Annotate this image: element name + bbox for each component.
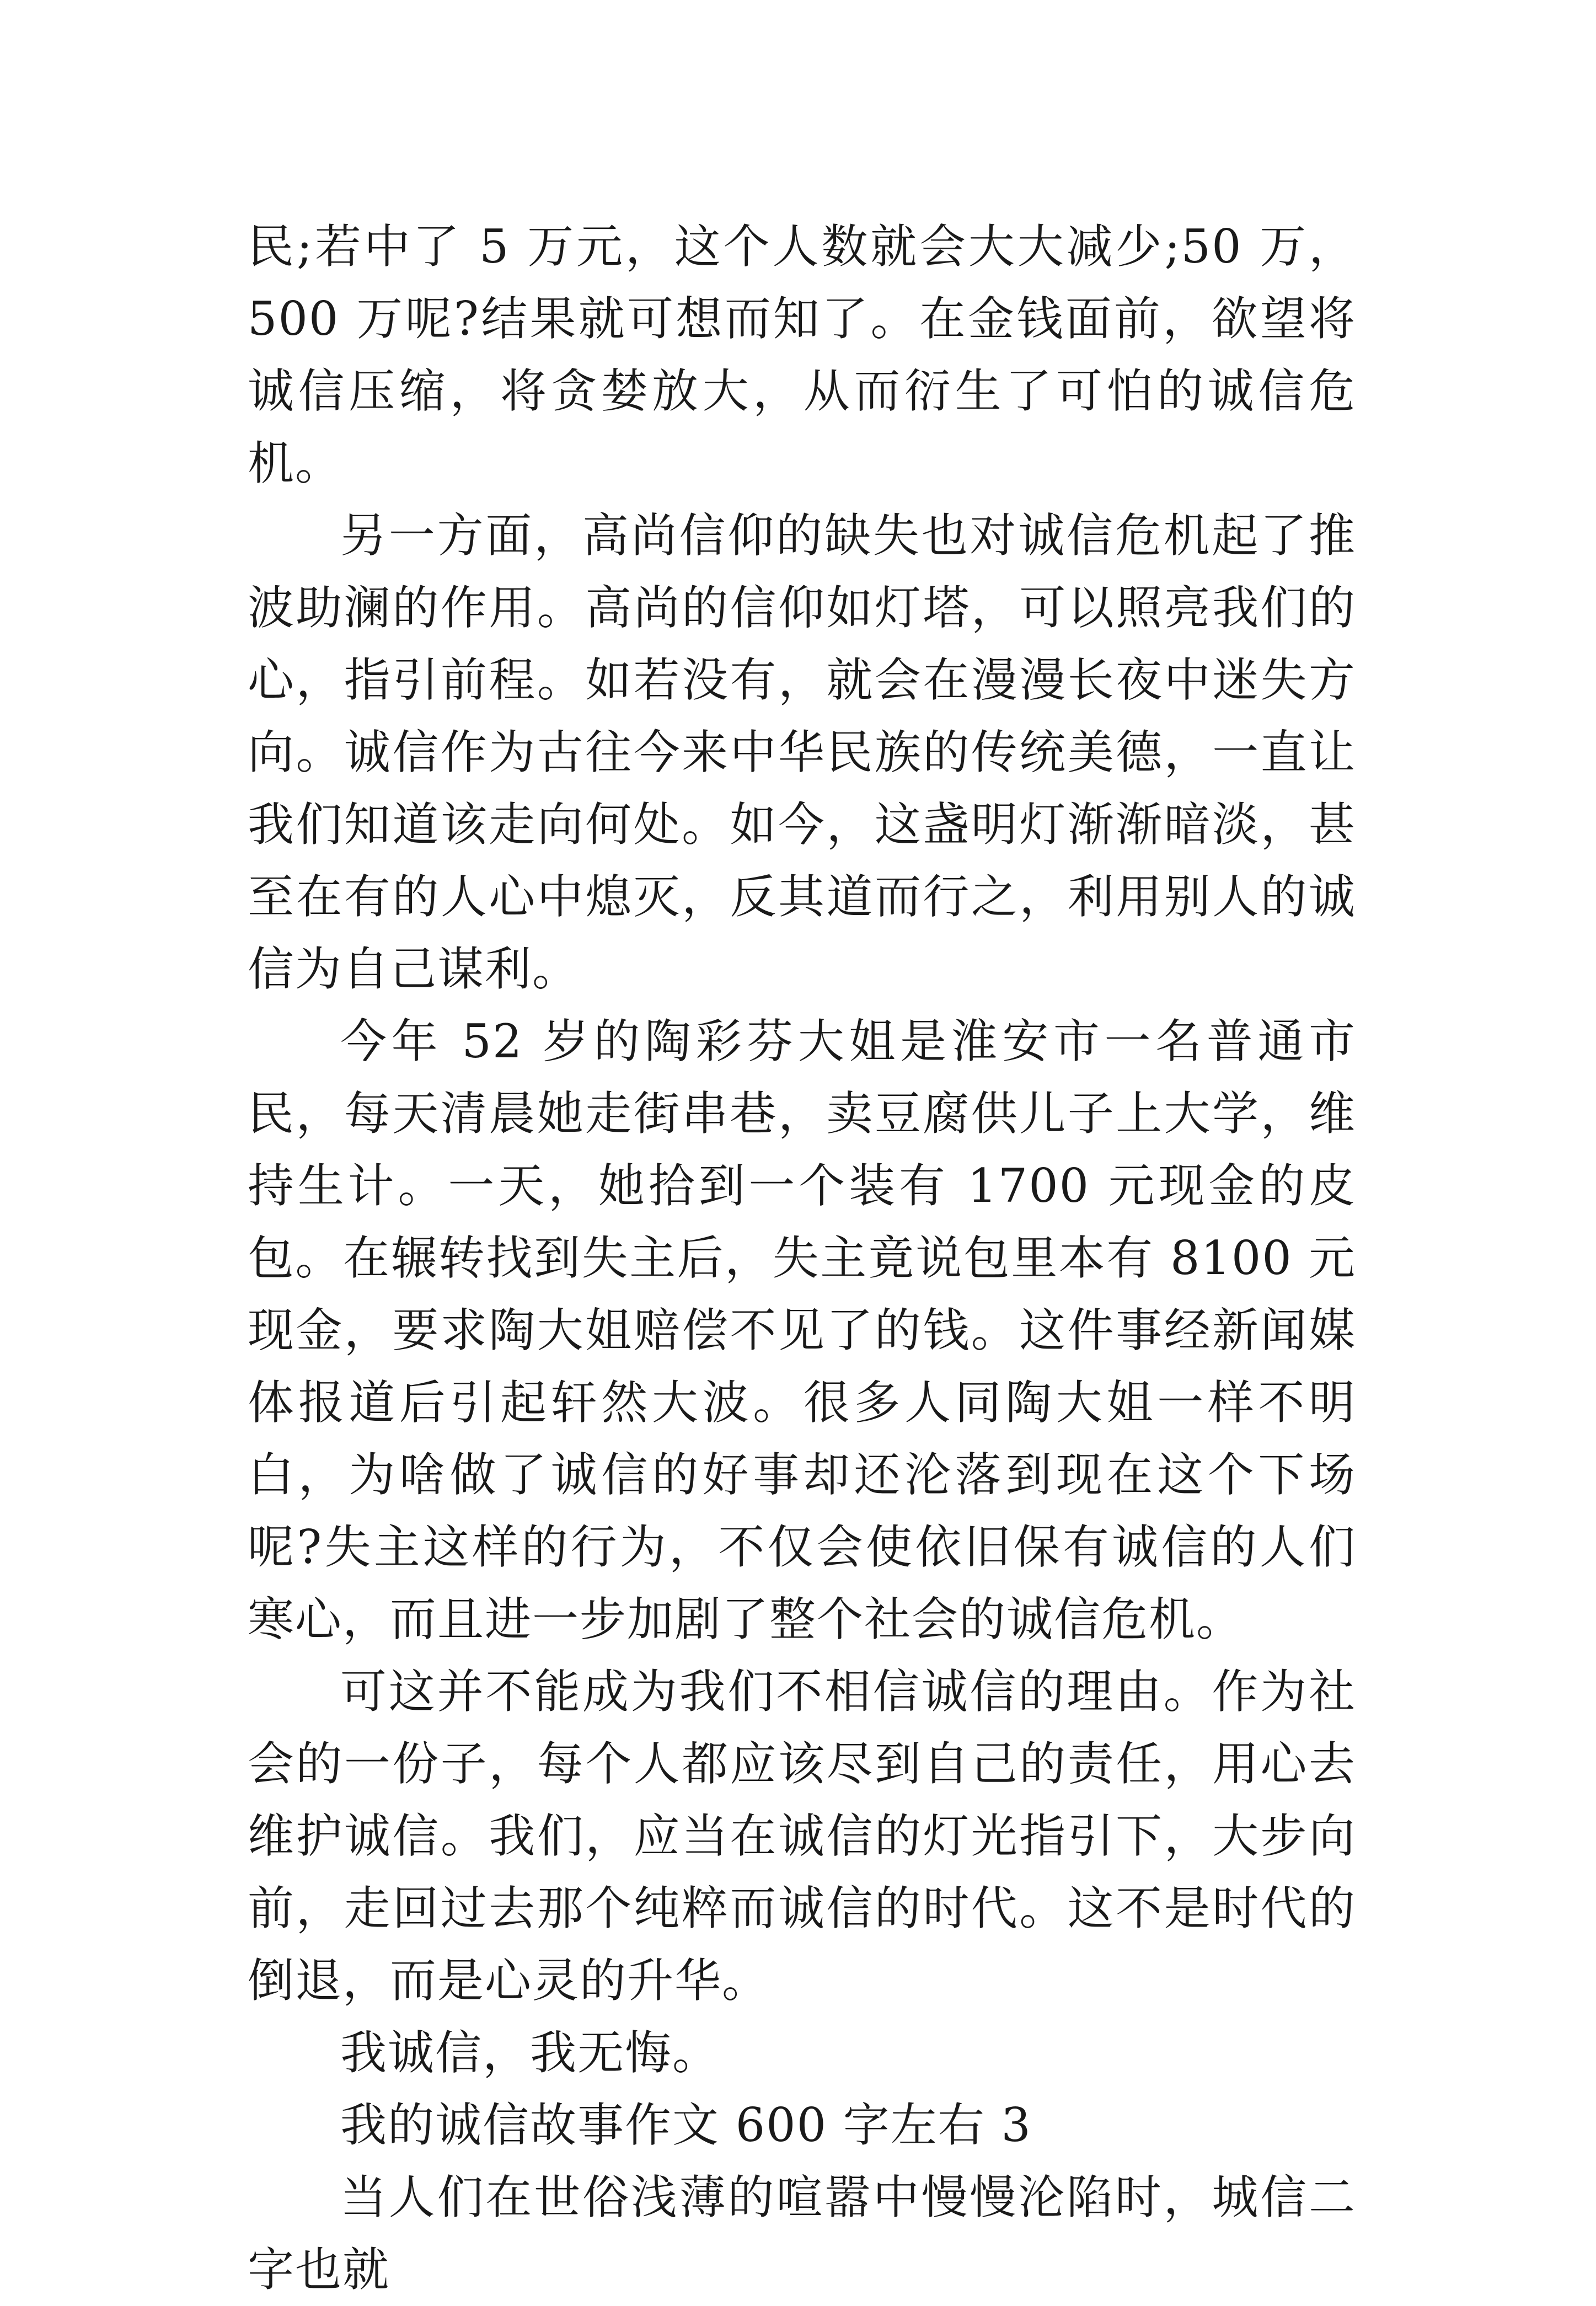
document-body (248, 211, 1356, 2306)
paragraph: 当人们在世俗浅薄的喧嚣中慢慢沦陷时，城信二字也就 (248, 2170, 1356, 2297)
paragraph: 可这并不能成为我们不相信诚信的理由。作为社会的一份子，每个人都应该尽到自己的责任，用心去维护诚信。我们，应当在诚信的灯光指引下，大步向前，走回过去那个纯粹而诚信的时代。这不是时代的倒退，而是心灵的升华。 (248, 1665, 1356, 2008)
paragraph: 我诚信，我无悔。 (340, 2026, 720, 2080)
paragraph: 今年 52 岁的陶彩芬大姐是淮安市一名普通市民，每天清晨她走街串巷，卖豆腐供儿子上大学，维持生计。一天，她拾到一个装有 1700 元现金的皮包。在辗转找到失主后，失主竟说包里本有 8100 元现金，要求陶大姐赔偿不见了的钱。这件事经新闻媒体报道后引起轩然大波。很多人同陶大姐一样不明白，为啥做了诚信的好事却还沦落到现在这个下场呢?失主这样的行为，不仅会使依旧保有诚信的人们寒心，而且进一步加剧了整个社会的诚信危机。 (248, 1014, 1356, 1646)
paragraph: 另一方面，高尚信仰的缺失也对诚信危机起了推波助澜的作用。高尚的信仰如灯塔，可以照亮我们的心，指引前程。如若没有，就会在漫漫长夜中迷失方向。诚信作为古往今来中华民族的传统美德，一直让我们知道该走向何处。如今，这盏明灯渐渐暗淡，甚至在有的人心中熄灭，反其道而行之，利用别人的诚信为自己谋利。 (248, 509, 1356, 996)
section-heading: 我的诚信故事作文 600 字左右 3 (340, 2098, 1032, 2152)
paragraph: 民;若中了 5 万元，这个人数就会大大减少;50 万，500 万呢?结果就可想而知了。在金钱面前，欲望将诚信压缩，将贪婪放大，从而衍生了可怕的诚信危机。 (248, 220, 1356, 490)
